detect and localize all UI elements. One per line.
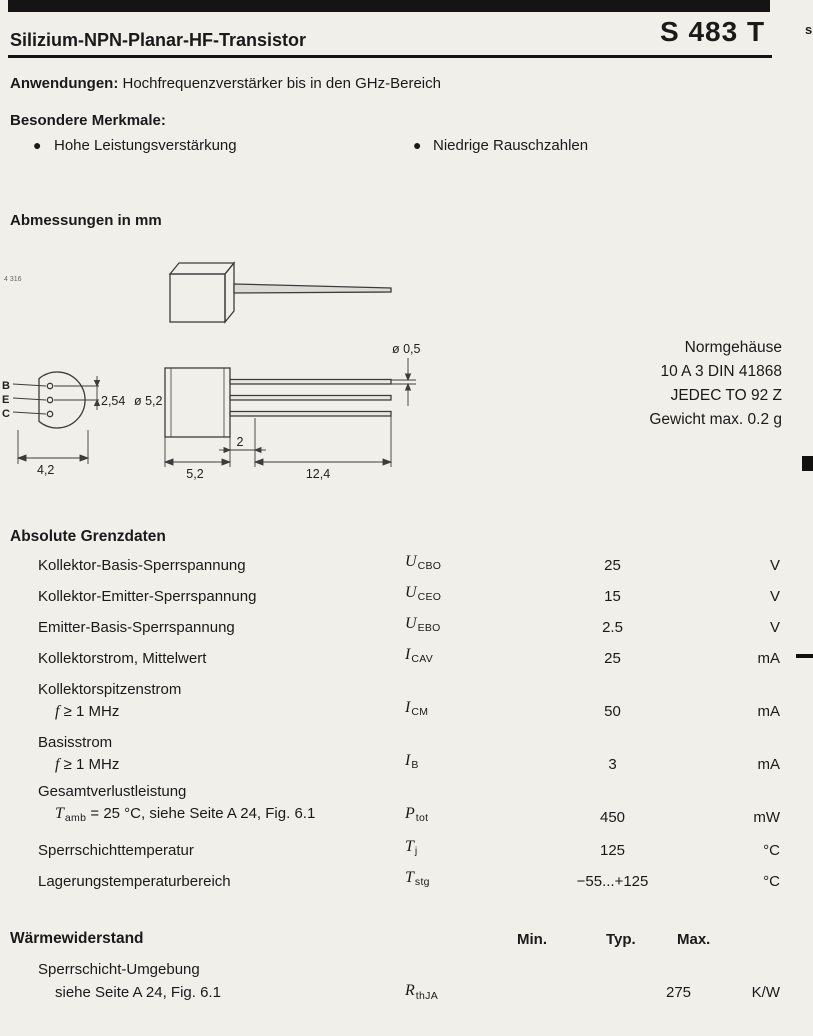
param-label: Kollektor-Emitter-Sperrspannung (38, 588, 257, 605)
thermal-unit: K/W (751, 984, 780, 1001)
package-drawing (0, 248, 520, 493)
pin-label-b: B (2, 380, 10, 392)
unit: V (769, 557, 780, 574)
bullet-icon: ● (33, 137, 42, 153)
features-label: Besondere Merkmale: (10, 112, 166, 129)
value: 15 (604, 588, 621, 605)
rating-row (10, 727, 780, 780)
title-rule (8, 55, 772, 58)
unit: °C (763, 873, 780, 890)
applications-line (10, 75, 441, 92)
dim-lead-diameter: ø 0,5 (392, 342, 421, 356)
dim-body-length: 5,2 (186, 467, 204, 481)
value: 125 (599, 842, 626, 859)
symbol: $U_{EBO}$ (405, 614, 441, 634)
thermal-param: Sperrschicht-Umgebung (38, 961, 200, 978)
rating-row (10, 833, 780, 866)
symbol: $U_{CEO}$ (405, 583, 442, 603)
condition: $T_{amb} = 25$ °C, siehe Seite A 24, Fig. 6.1 (55, 804, 316, 824)
rating-row (10, 866, 780, 897)
condition: f ≥ 1 MHz (55, 703, 120, 720)
value: 50 (604, 703, 621, 720)
applications-label: Anwendungen: (10, 75, 119, 92)
thermal-max-value: 275 (666, 984, 692, 1001)
rating-row (10, 550, 780, 581)
pin-labels (2, 380, 10, 420)
bullet-icon: ● (413, 137, 422, 153)
dimensions-heading: Abmessungen in mm (10, 212, 162, 229)
value: 3 (608, 756, 617, 773)
part-number: S 483 T (660, 16, 766, 47)
rating-row (10, 780, 780, 833)
front-view (165, 368, 391, 437)
symbol: $U_{CBO}$ (405, 552, 442, 572)
dim-lead-offset: 2 (236, 435, 244, 449)
applications-text: Hochfrequenzverstärker bis in den GHz-Bereich (122, 75, 441, 92)
param-label: Basisstrom f ≥ 1 MHz (10, 732, 405, 776)
param-label: Sperrschichttemperatur (38, 842, 194, 859)
value: 25 (604, 557, 621, 574)
param-label: Kollektorspitzenstrom f ≥ 1 MHz (10, 679, 405, 723)
pin-label-c: C (2, 408, 10, 420)
symbol: $T_{stg}$ (405, 868, 430, 888)
value: 25 (604, 650, 621, 667)
param-label: Gesamtverlustleistung $T_{amb} = 25$ °C, siehe Seite A 24, Fig. 6.1 (10, 781, 405, 830)
col-max: Max. (677, 931, 711, 948)
col-min: Min. (517, 931, 547, 948)
package-info-line: Gewicht max. 0.2 g (649, 411, 782, 428)
dim-lead-length: 12,4 (305, 467, 331, 481)
package-info-line: JEDEC TO 92 Z (670, 387, 782, 404)
unit: °C (763, 842, 780, 859)
package-info-line: 10 A 3 DIN 41868 (660, 363, 782, 380)
unit: V (769, 588, 780, 605)
package-info (520, 336, 782, 432)
edge-mark (802, 456, 813, 471)
rating-row (10, 674, 780, 727)
unit: mA (757, 703, 780, 720)
dim-body-diameter: ø 5,2 (134, 394, 163, 408)
feature-item: Hohe Leistungsverstärkung (54, 137, 237, 154)
symbol: $T_j$ (405, 837, 418, 857)
value: 2.5 (602, 619, 623, 636)
symbol: $I_{CM}$ (405, 698, 429, 718)
thermal-symbol: $R_{thJA}$ (405, 982, 438, 1002)
package-info-line: Normgehäuse (684, 339, 782, 356)
param-label: Kollektorstrom, Mittelwert (38, 650, 207, 667)
page-edge-fragment: s (805, 22, 813, 37)
condition: f ≥ 1 MHz (55, 756, 120, 773)
print-stamp: 4 316 (4, 276, 22, 283)
rating-row (10, 643, 780, 674)
dim-pin-pitch: 2,54 (101, 394, 126, 408)
unit: mW (753, 809, 780, 826)
side-view (170, 263, 391, 322)
feature-item: Niedrige Rauschzahlen (433, 137, 589, 154)
param-label: Lagerungstemperaturbereich (38, 873, 231, 890)
thermal-condition: siehe Seite A 24, Fig. 6.1 (55, 984, 221, 1001)
param-label: Emitter-Basis-Sperrspannung (38, 619, 235, 636)
ratings-heading: Absolute Grenzdaten (10, 528, 166, 545)
value: −55...+125 (576, 873, 649, 890)
unit: mA (757, 756, 780, 773)
symbol: $I_{CAV}$ (405, 645, 434, 665)
symbol: $I_B$ (405, 751, 419, 771)
symbol: $P_{tot}$ (405, 804, 429, 824)
unit: mA (757, 650, 780, 667)
edge-mark (796, 654, 813, 658)
dim-flat-width: 4,2 (37, 463, 55, 477)
page-title: Silizium-NPN-Planar-HF-Transistor (10, 30, 307, 50)
param-label: Kollektor-Basis-Sperrspannung (38, 557, 246, 574)
unit: V (769, 619, 780, 636)
rating-row (10, 581, 780, 612)
value: 450 (599, 809, 626, 826)
rating-row (10, 612, 780, 643)
ratings-table (10, 550, 780, 897)
thermal-heading: Wärmewiderstand (10, 930, 144, 947)
col-typ: Typ. (606, 931, 636, 948)
top-bar (8, 0, 770, 12)
pin-label-e: E (2, 394, 10, 406)
